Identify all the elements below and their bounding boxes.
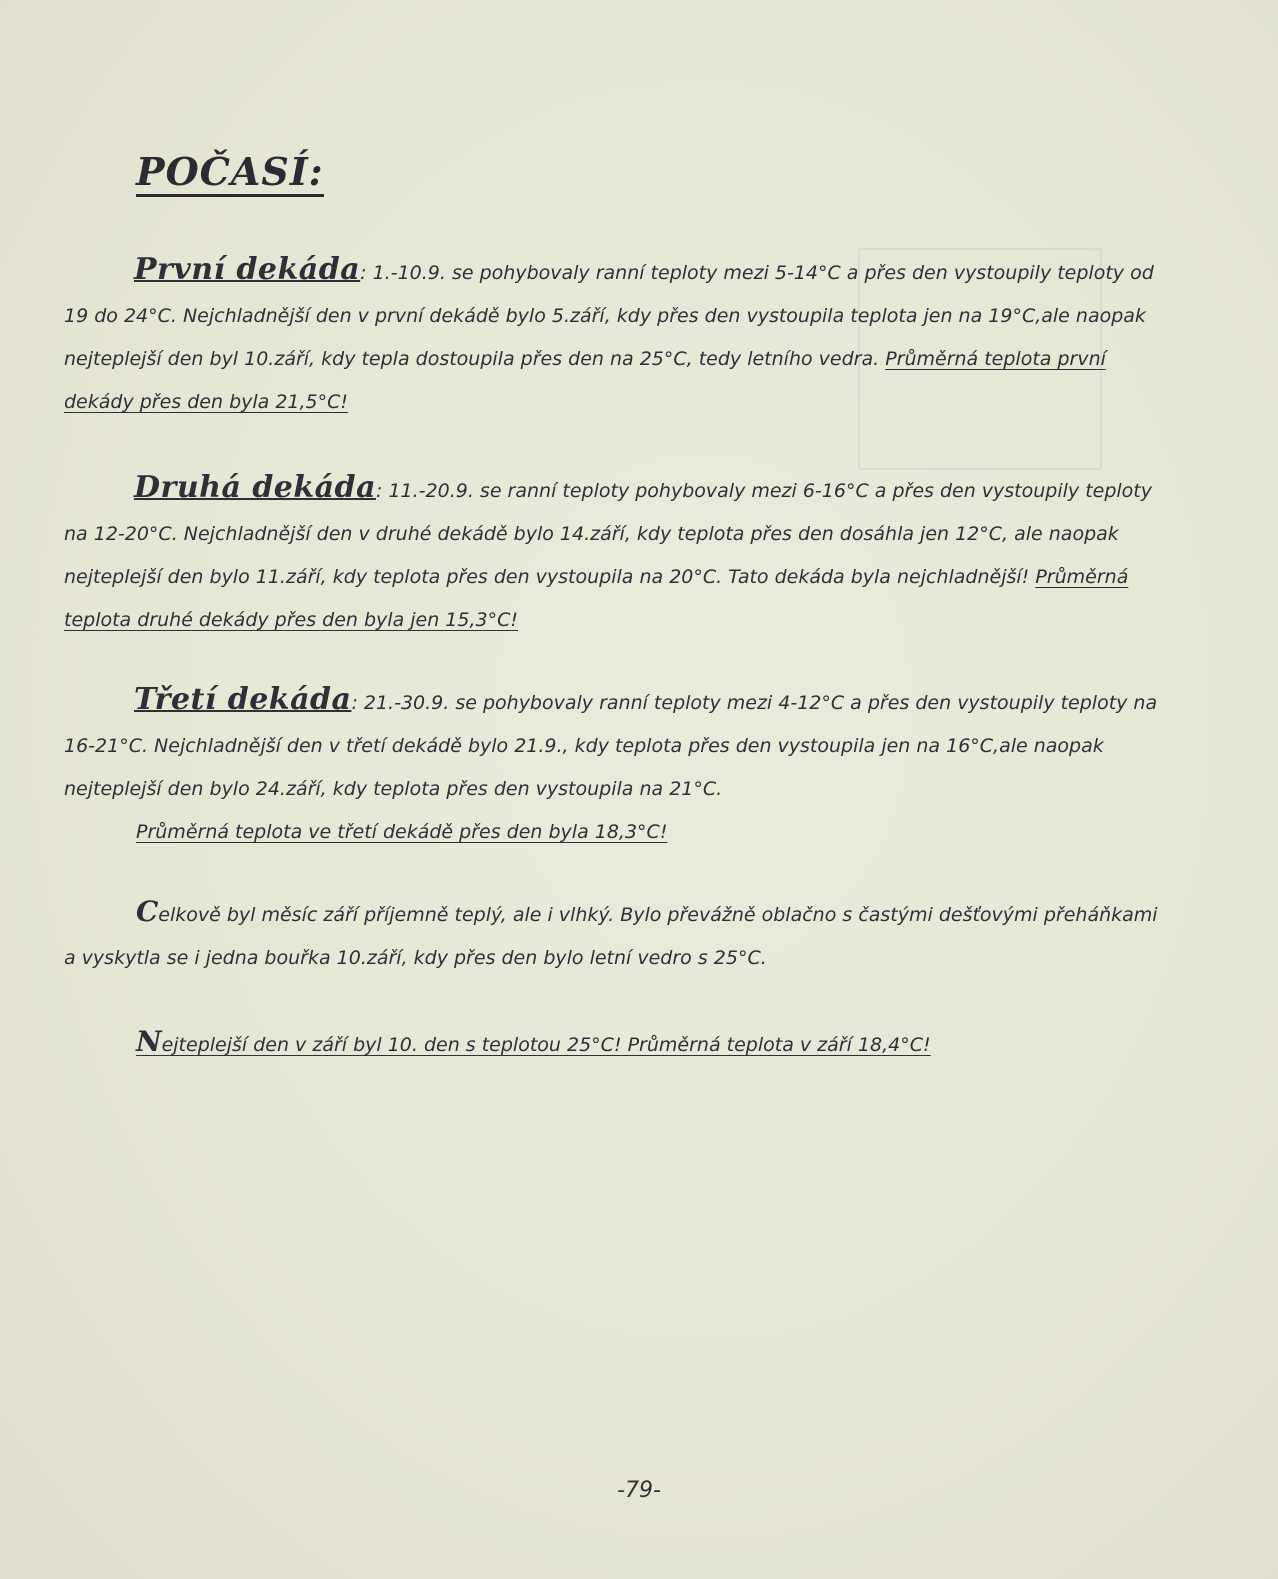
- section-heading: Druhá dekáda: [134, 470, 377, 505]
- section-third-decade: [64, 678, 1174, 854]
- conclusion-lead-letter: N: [136, 1025, 162, 1058]
- section-heading: Třetí dekáda: [134, 682, 352, 717]
- summary-paragraph: [64, 890, 1174, 980]
- summary-lead-letter: C: [136, 895, 159, 928]
- section-heading: První dekáda: [134, 252, 361, 287]
- page-title: POČASÍ:: [136, 150, 324, 197]
- conclusion-text: ejteplejší den v září byl 10. den s teplotou 25°C! Průměrná teplota v září 18,4°C!: [161, 1034, 931, 1056]
- section-text: : 21.-30.9. se pohybovaly ranní teploty mezi 4-12°C a přes den vystoupily teploty na 16-21°C. Nejchladnější den v třetí dekádě bylo 21.9., kdy teplota přes den vystoupila jen na 16°C,ale naopak nejteplejší den bylo 24.září, kdy teplota přes den vystoupila na 21°C.: [64, 692, 1158, 800]
- page-number: -79-: [617, 1478, 661, 1503]
- section-text: : 1.-10.9. se pohybovaly ranní teploty mezi 5-14°C a přes den vystoupily teploty od 19 do 24°C. Nejchladnější den v první dekádě bylo 5.září, kdy přes den vystoupila teplota jen na 19°C,ale naopak nejteplejší den byl 10.září, kdy tepla dostoupila přes den na 25°C, tedy letního vedra.: [64, 262, 1154, 370]
- section-average: Průměrná teplota druhé dekády přes den byla jen 15,3°C!: [64, 566, 1129, 631]
- summary-text: elkově byl měsíc září příjemně teplý, ale i vlhký. Bylo převážně oblačno s častými dešťovými přeháňkami a vyskytla se i jedna bouřka 10.září, kdy přes den bylo letní vedro s 25°C.: [64, 904, 1158, 969]
- section-average: Průměrná teplota první dekády přes den byla 21,5°C!: [64, 348, 1106, 413]
- section-second-decade: [64, 466, 1174, 642]
- section-first-decade: [64, 248, 1174, 424]
- conclusion-paragraph: [64, 1020, 1174, 1067]
- section-average: Průměrná teplota ve třetí dekádě přes den byla 18,3°C!: [136, 821, 668, 843]
- section-text: : 11.-20.9. se ranní teploty pohybovaly mezi 6-16°C a přes den vystoupily teploty na 12-20°C. Nejchladnější den v druhé dekádě bylo 14.září, kdy teplota přes den dosáhla jen 12°C, ale naopak nejteplejší den bylo 11.září, kdy teplota přes den vystoupila na 20°C. Tato dekáda byla nejchladnější!: [64, 480, 1152, 588]
